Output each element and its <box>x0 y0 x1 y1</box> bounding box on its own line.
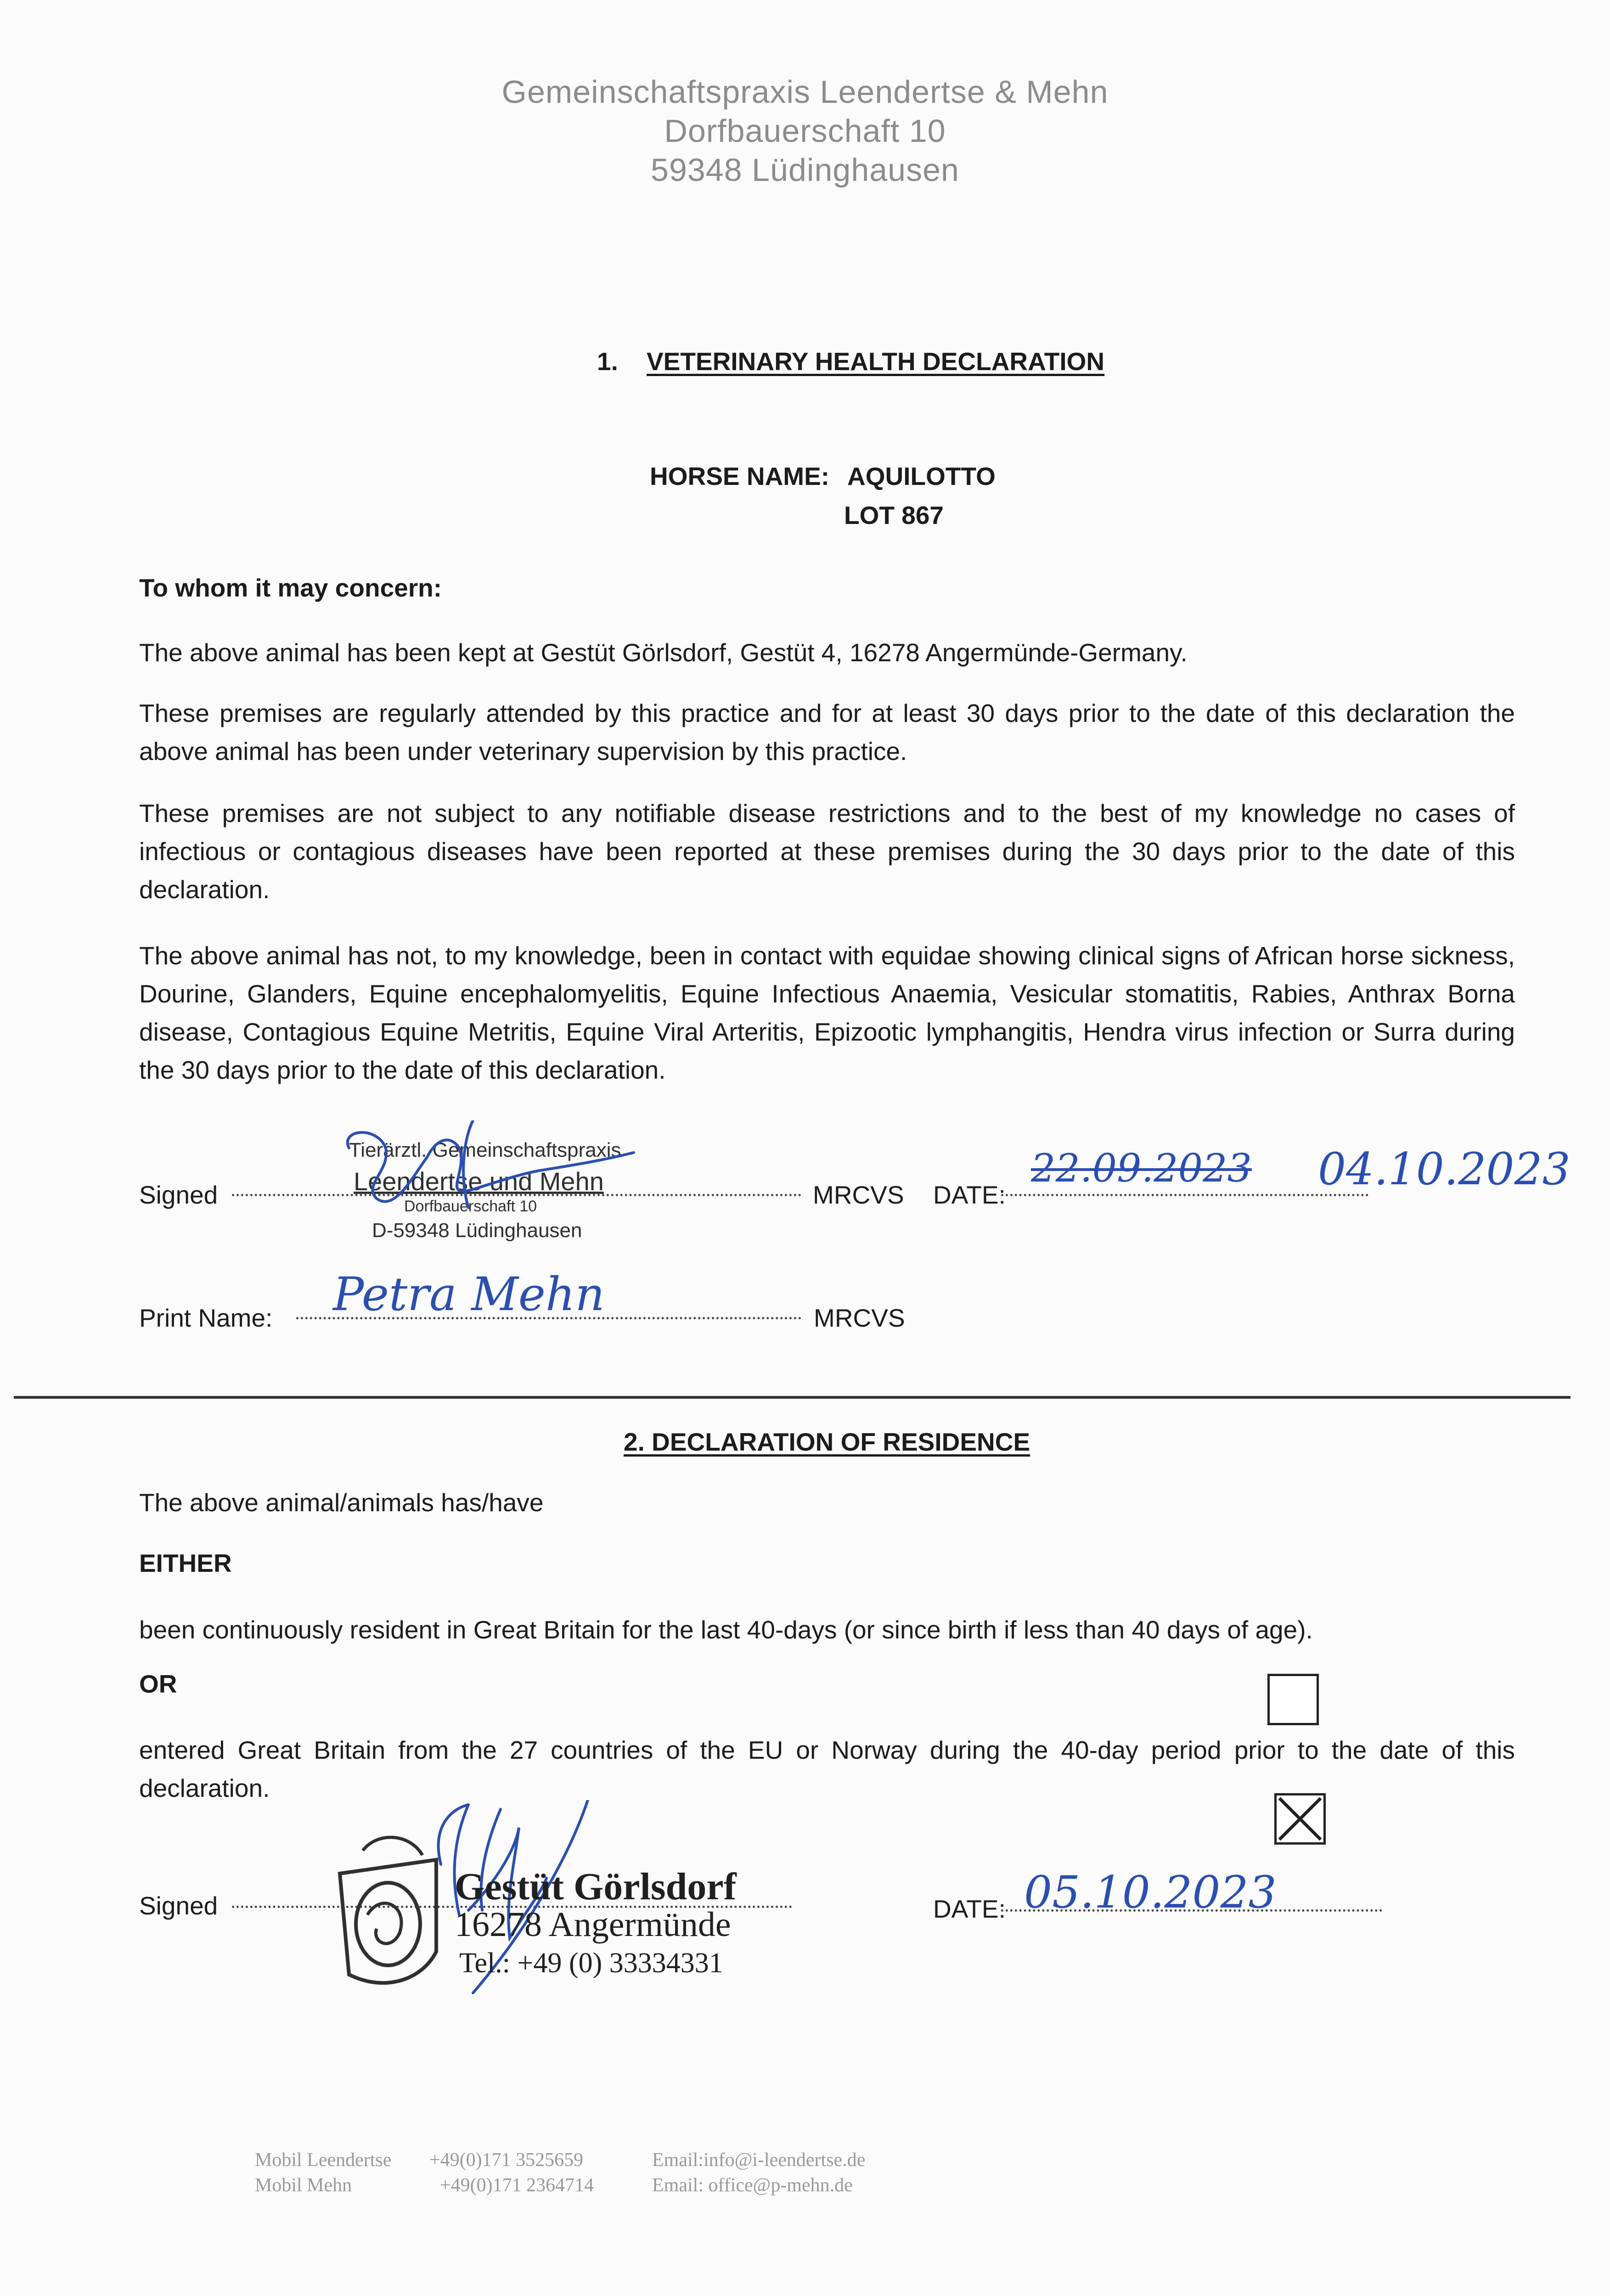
vet-stamp <box>321 1120 661 1249</box>
print-name-value: Petra Mehn <box>333 1267 605 1321</box>
salutation: To whom it may concern: <box>139 574 442 602</box>
footer-mobile-leendertse-phone: +49(0)171 3525659 <box>429 2150 584 2171</box>
paragraph-no-contact: The above animal has not, to my knowledge, been in contact with equidae showing clinical signs of African horse sickness, Dourine, Glanders, Equine encephalomyelitis, Equine Infectious Anaemia, Vesicular stomatitis, Rabies, Anthrax Borna disease, Contagious Equine Metritis, Equine Viral Arteritis, Epizootic lymphangitis, Hendra virus infection or Surra during the 30 days prior to the date of this declaration. <box>139 941 1515 1084</box>
option1-text: been continuously resident in Great Britain for the last 40-days (or since birth if less than 40 days of age). <box>139 1615 1313 1644</box>
horse-name-label: HORSE NAME: <box>650 462 830 490</box>
section1-title: VETERINARY HEALTH DECLARATION <box>647 347 1105 376</box>
signed-label: Signed <box>139 1181 218 1209</box>
or-label: OR <box>139 1670 177 1698</box>
footer-mobile-mehn-label: Mobil Mehn <box>255 2175 352 2196</box>
section-divider <box>14 1396 1571 1399</box>
stud-stamp <box>331 1800 813 2016</box>
date-value-1: 04.10.2023 <box>1318 1143 1571 1195</box>
stud-stamp-line3: Tel.: +49 (0) 33334331 <box>459 1947 723 1979</box>
footer-email-mehn: Email: office@p-mehn.de <box>652 2175 853 2196</box>
vet-stamp-line1: Tierärztl. Gemeinschaftspraxis <box>349 1139 621 1161</box>
footer-mobile-leendertse-label: Mobil Leendertse <box>255 2150 392 2171</box>
stud-stamp-line1: Gestüt Görlsdorf <box>455 1865 737 1908</box>
paragraph-supervision: These premises are regularly attended by this practice and for at least 30 days prior to the date of this declaration the above animal has been under veterinary supervision by this practice. <box>139 699 1515 765</box>
letterhead-city: 59348 Lüdinghausen <box>651 152 959 188</box>
either-label: EITHER <box>139 1549 232 1577</box>
signed-label-2: Signed <box>139 1891 218 1920</box>
date-struck-text: 22.09.2023 <box>1031 1146 1252 1191</box>
section2-title: 2. DECLARATION OF RESIDENCE <box>624 1428 1030 1456</box>
mrcvs-label-2: MRCVS <box>814 1304 905 1332</box>
checkbox-cross-icon <box>1277 1795 1323 1842</box>
option1-checkbox[interactable] <box>1267 1674 1319 1725</box>
date-label-1: DATE: <box>933 1181 1006 1209</box>
date-struck-out <box>1031 1146 1252 1191</box>
print-name-label: Print Name: <box>139 1304 273 1332</box>
vet-signature-scribble <box>321 1120 661 1249</box>
footer-email-leendertse: Email:info@i-leendertse.de <box>652 2150 866 2171</box>
horse-name-value: AQUILOTTO <box>847 462 996 490</box>
option2-checkbox[interactable] <box>1274 1793 1326 1845</box>
residence-intro: The above animal/animals has/have <box>139 1488 544 1517</box>
stud-stamp-line2: 16278 Angermünde <box>455 1905 731 1944</box>
option2-text: entered Great Britain from the 27 countries of the EU or Norway during the 40-day period prior to the date of this declaration. <box>139 1736 1515 1802</box>
letterhead-practice-name: Gemeinschaftspraxis Leendertse & Mehn <box>501 74 1109 110</box>
date-line-1 <box>1001 1194 1368 1196</box>
section1-number: 1. <box>597 347 618 376</box>
date-label-2: DATE: <box>933 1895 1006 1923</box>
lot-number: LOT 867 <box>844 501 944 529</box>
footer-mobile-mehn-phone: +49(0)171 2364714 <box>440 2175 594 2196</box>
vet-stamp-line2: Leendertse und Mehn <box>354 1167 604 1196</box>
date-value-2: 05.10.2023 <box>1024 1867 1277 1918</box>
paragraph-no-restrictions: These premises are not subject to any notifiable disease restrictions and to the best of my knowledge no cases of infectious or contagious diseases have been reported at these premises during the 30 days prior to the date of this declaration. <box>139 799 1515 904</box>
mrcvs-label-1: MRCVS <box>813 1181 904 1209</box>
vet-stamp-line4: D-59348 Lüdinghausen <box>372 1219 582 1242</box>
letterhead-street: Dorfbauerschaft 10 <box>664 113 946 149</box>
vet-stamp-line3: Dorfbauerschaft 10 <box>404 1198 537 1215</box>
paragraph-kept-at: The above animal has been kept at Gestüt Görlsdorf, Gestüt 4, 16278 Angermünde-Germany. <box>139 638 1188 667</box>
